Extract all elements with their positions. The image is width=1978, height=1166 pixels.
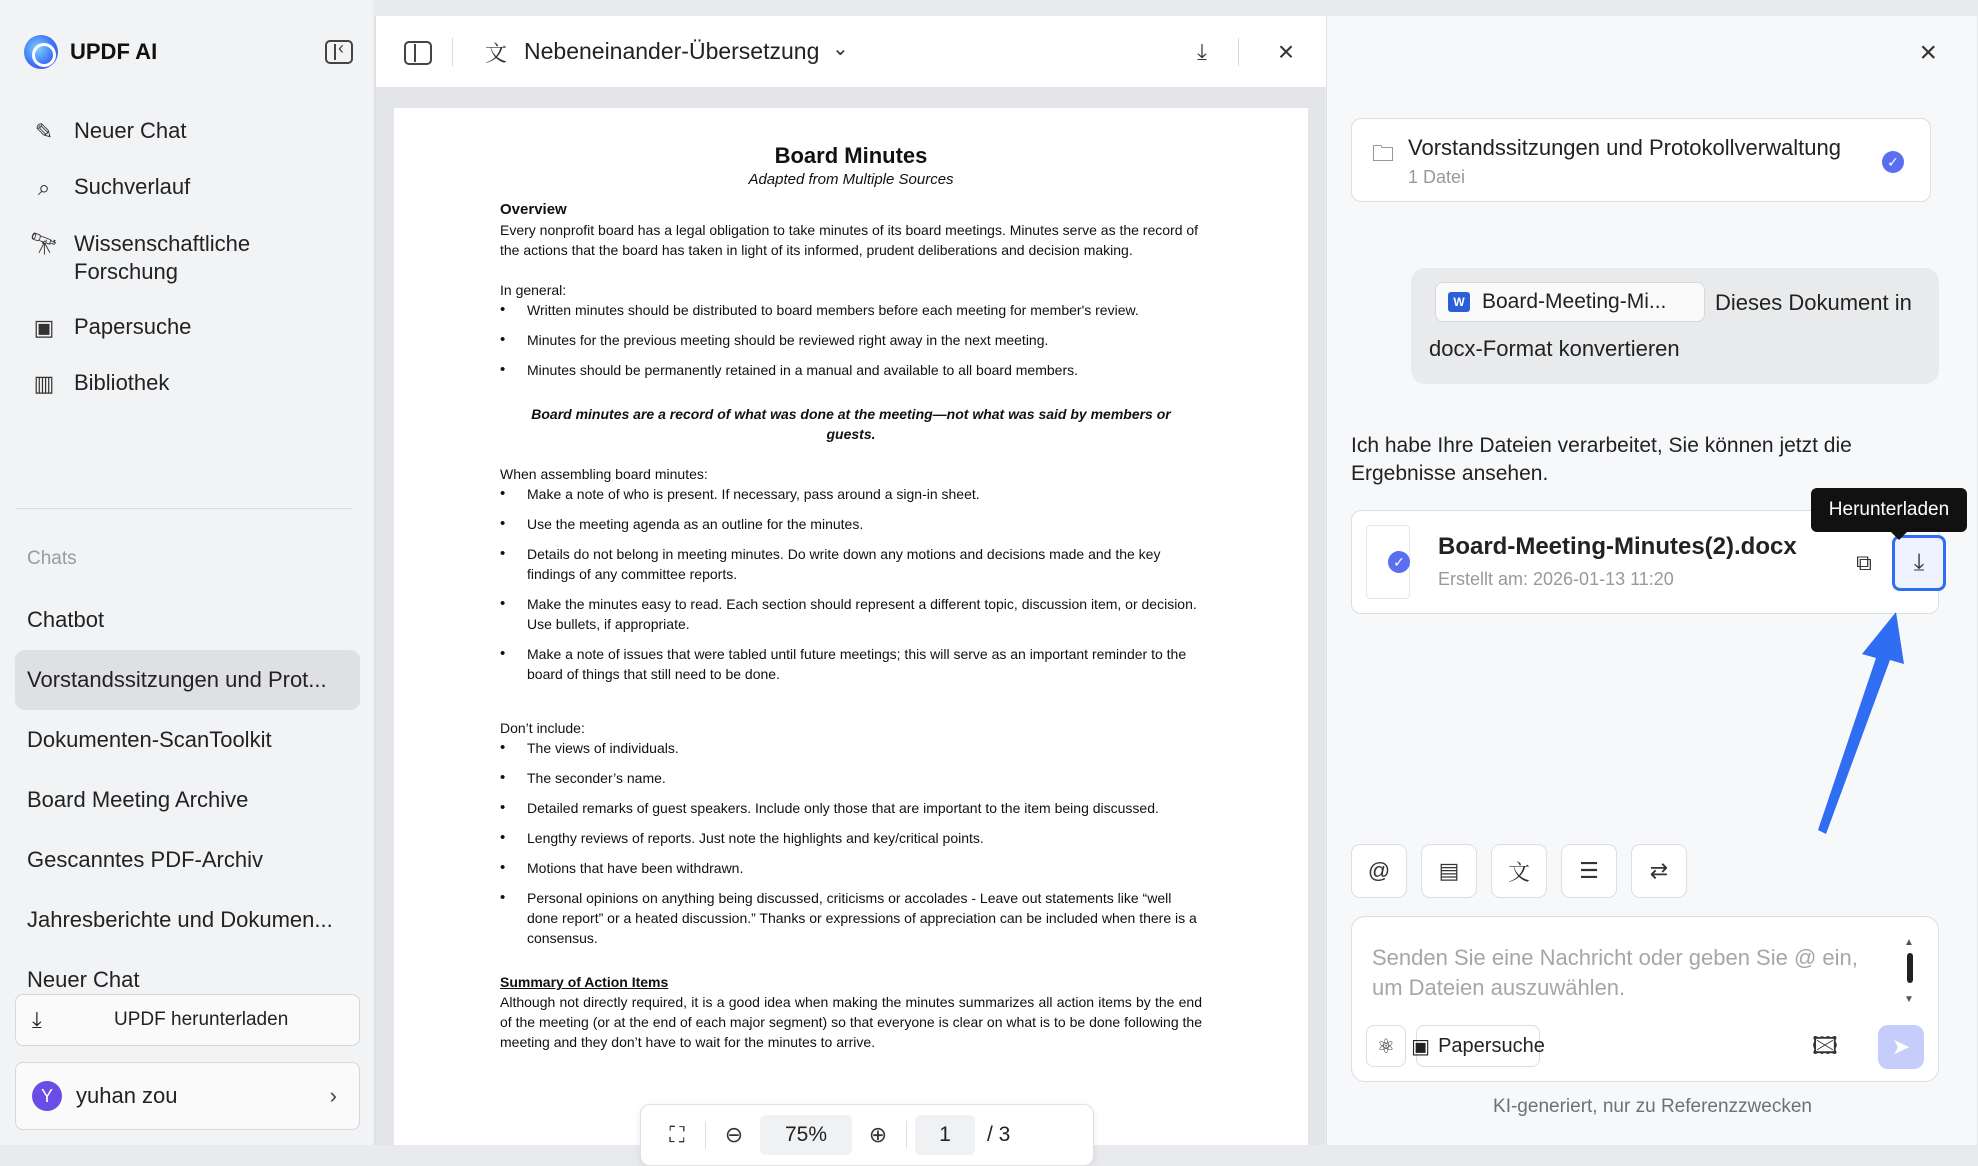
mention-button[interactable] — [1351, 844, 1407, 898]
chevron-down-icon: ▼ — [1904, 994, 1914, 1005]
list-item: • Written minutes should be distributed to board members before each meeting for member's review. — [500, 300, 1202, 320]
page-number-input[interactable]: 1 — [915, 1115, 975, 1155]
folder-icon: 🗀 — [1372, 141, 1395, 166]
list-item: • Motions that have been withdrawn. — [500, 858, 1202, 878]
pdf-page — [394, 108, 1308, 1145]
list-item: • Minutes for the previous meeting should be reviewed right away in the next meeting. — [500, 330, 1202, 350]
brand — [24, 32, 157, 72]
doc-heading-overview: Overview — [500, 201, 567, 218]
chats-section-label: Chats — [27, 548, 77, 569]
edit-icon: ✎ — [34, 119, 54, 144]
document-viewer — [375, 16, 1325, 1145]
chat-item-board-meetings[interactable]: Vorstandssitzungen und Prot... — [15, 650, 360, 710]
doc-heading-assembling: When assembling board minutes: — [500, 466, 708, 482]
sidebar-item-library[interactable] — [16, 356, 361, 412]
sidebar-item-new-chat[interactable] — [16, 104, 361, 160]
avatar: Y — [32, 1081, 62, 1111]
list-item: • Details do not belong in meeting minutes. Do write down any motions and decisions made and the key findings of any committee reports. — [500, 544, 1202, 584]
at-icon: @ — [1367, 858, 1391, 883]
chat-item-board-archive[interactable]: Board Meeting Archive — [27, 787, 249, 812]
word-file-icon: W — [1448, 292, 1470, 312]
close-icon[interactable]: × — [1919, 36, 1937, 69]
sidebar-item-search-history[interactable] — [16, 160, 361, 216]
user-account-button[interactable] — [15, 1062, 360, 1130]
list-item: • The views of individuals. — [500, 738, 1202, 758]
summary-icon: ▤ — [1438, 858, 1460, 883]
translation-mode-label[interactable]: Nebeneinander-Übersetzung — [524, 38, 820, 64]
sidebar-item-label: Wissenschaftliche Forschung — [74, 231, 251, 284]
compare-icon[interactable]: ⧉ — [1856, 550, 1872, 575]
telescope-icon: 🔭︎ — [30, 231, 58, 256]
annotation-arrow — [1790, 598, 1910, 838]
sidebar-item-research[interactable] — [16, 216, 361, 300]
paper-search-button[interactable] — [1411, 1025, 1545, 1067]
summarize-button[interactable] — [1421, 844, 1477, 898]
check-icon: ✓ — [1882, 151, 1904, 173]
download-icon: ⤓ — [32, 1007, 42, 1032]
library-icon: ▥ — [33, 371, 55, 396]
collapse-sidebar-button[interactable] — [325, 40, 353, 64]
user-message-text: docx-Format konvertieren — [1429, 336, 1680, 361]
send-icon: ➤ — [1891, 1034, 1911, 1059]
user-name: yuhan zou — [76, 1083, 178, 1108]
check-icon: ✓ — [1388, 551, 1410, 573]
doc-heading-summary: Summary of Action Items — [500, 974, 669, 990]
paper-search-icon: ▣ — [1411, 1035, 1431, 1058]
translate-button[interactable] — [1491, 844, 1547, 898]
updf-ai-logo-icon — [24, 35, 58, 69]
sidebar-divider — [16, 508, 353, 509]
viewer-toolbar — [376, 16, 1326, 88]
fit-page-icon[interactable]: ⛶ — [669, 1122, 685, 1147]
chevron-up-icon: ▲ — [1904, 937, 1914, 948]
doc-list-general — [500, 300, 1202, 380]
sidebar-item-label: Bibliothek — [74, 370, 170, 395]
chevron-right-icon: › — [329, 1083, 337, 1108]
message-input[interactable] — [1372, 943, 1882, 1007]
download-updf-label: UPDF herunterladen — [114, 1009, 289, 1030]
sidebar-item-label: Neuer Chat — [74, 118, 187, 143]
zoom-out-icon[interactable]: ⊖ — [724, 1122, 744, 1147]
doc-paragraph: Although not directly required, it is a good idea when making the minutes summarizes all action items by the end of the meeting (or at the end of each major segment) so that everyone is clear on what is to be done following the meeting and they don’t have to wait for the minutes to arrive. — [500, 994, 1202, 1050]
mindmap-button[interactable] — [1561, 844, 1617, 898]
list-item: • Detailed remarks of guest speakers. Include only those that are important to the item being discussed. — [500, 798, 1202, 818]
chat-item-new-chat[interactable]: Neuer Chat — [27, 967, 140, 992]
list-item: • Minutes should be permanently retained in a manual and available to all board members. — [500, 360, 1202, 380]
ai-disclaimer: KI-generiert, nur zu Referenzzwecken — [1493, 1096, 1812, 1117]
list-item: • Personal opinions on anything being discussed, criticisms or accolades - Leave out statements like “well done report” or a heated discussion.” Thanks or expressions of appreciation can be included when there is a consensus. — [500, 888, 1202, 948]
user-message — [1411, 268, 1939, 384]
knowledge-base-count: 1 Datei — [1408, 167, 1466, 187]
doc-paragraph: Every nonprofit board has a legal obligation to take minutes of its board meetings. Minutes serve as the record of the actions that the board has taken in light of its informed, prudent deliberations and decision making. — [500, 222, 1199, 258]
paper-search-icon: ▣ — [33, 315, 55, 340]
doc-heading-dont: Don’t include: — [500, 720, 585, 736]
document-content — [500, 142, 1202, 1072]
convert-icon: ⇄ — [1649, 858, 1669, 883]
result-file-date: Erstellt am: 2026-01-13 11:20 — [1438, 569, 1674, 589]
knowledge-base-card[interactable] — [1351, 118, 1931, 202]
ai-model-button[interactable] — [1366, 1025, 1406, 1067]
list-item: • Use the meeting agenda as an outline for the minutes. — [500, 514, 1202, 534]
file-chip[interactable] — [1435, 282, 1705, 322]
send-button[interactable] — [1878, 1025, 1924, 1069]
download-updf-button[interactable] — [15, 994, 360, 1046]
ai-response-text: Ich habe Ihre Dateien verarbeitet, Sie können jetzt die Ergebnisse ansehen. — [1351, 434, 1852, 485]
zoom-toolbar — [640, 1104, 1094, 1166]
chat-item-chatbot[interactable]: Chatbot — [27, 607, 105, 632]
input-scrollbar[interactable] — [1904, 937, 1914, 1005]
list-item: • Lengthy reviews of reports. Just note the highlights and key/critical points. — [500, 828, 1202, 848]
zoom-level[interactable]: 75% — [760, 1115, 852, 1155]
file-chip-label: Board-Meeting-Mi... — [1482, 290, 1667, 313]
knowledge-base-title: Vorstandssitzungen und Protokollverwaltung — [1408, 135, 1841, 160]
sidebar-item-label: Papersuche — [74, 314, 192, 339]
download-icon[interactable]: ⤓ — [1197, 39, 1207, 64]
mindmap-icon: ☰ — [1579, 858, 1599, 883]
doc-title: Board Minutes — [774, 143, 928, 168]
list-item: • The seconder’s name. — [500, 768, 1202, 788]
toolbar-divider — [705, 1121, 706, 1149]
message-composer — [1351, 916, 1939, 1082]
atom-icon: ⚛ — [1377, 1035, 1395, 1058]
chat-list — [15, 590, 360, 992]
convert-button[interactable] — [1631, 844, 1687, 898]
search-icon: ⌕ — [37, 175, 51, 200]
sidebar-nav — [16, 104, 361, 412]
doc-list-dont — [500, 738, 1202, 948]
chevron-down-icon[interactable]: ⌄ — [832, 38, 849, 60]
list-item: • Make the minutes easy to read. Each section should represent a different topic, discussion item, or decision. Use bullets, if appropriate. — [500, 594, 1202, 634]
close-icon[interactable]: × — [1277, 36, 1295, 67]
sidebar — [0, 0, 373, 1145]
scroll-thumb[interactable] — [1907, 953, 1913, 983]
ai-chat-panel — [1326, 16, 1977, 1145]
list-item: • Make a note of issues that were tabled until future meetings; this will serve as an important reminder to the board of things that still need to be done. — [500, 644, 1202, 684]
doc-list-assembling — [500, 484, 1202, 684]
chat-item-scan-toolkit[interactable]: Dokumenten-ScanToolkit — [27, 727, 272, 752]
doc-subtitle: Adapted from Multiple Sources — [748, 171, 954, 188]
download-file-button[interactable] — [1892, 535, 1946, 591]
toolbar-divider — [1238, 38, 1239, 66]
toolbar-divider — [906, 1121, 907, 1149]
sidebar-item-label: Suchverlauf — [74, 174, 191, 199]
download-icon: ⤓ — [1913, 549, 1925, 576]
page-total: / 3 — [987, 1123, 1011, 1146]
download-tooltip: Herunterladen — [1811, 488, 1967, 532]
translate-icon: 文 — [484, 40, 507, 66]
zoom-in-icon[interactable]: ⊕ — [868, 1122, 888, 1147]
doc-quote: Board minutes are a record of what was done at the meeting—not what was said by members or guests. — [531, 406, 1171, 442]
doc-heading-general: In general: — [500, 282, 567, 298]
chat-item-scanned-archive[interactable]: Gescanntes PDF-Archiv — [27, 847, 263, 872]
toggle-panel-icon[interactable] — [404, 41, 432, 65]
image-upload-icon[interactable]: 🖾 — [1811, 1033, 1838, 1060]
chat-item-annual-reports[interactable]: Jahresberichte und Dokumen... — [27, 907, 333, 932]
list-item: • Make a note of who is present. If necessary, pass around a sign-in sheet. — [500, 484, 1202, 504]
paper-search-label: Papersuche — [1438, 1034, 1545, 1057]
brand-name: UPDF AI — [70, 39, 158, 64]
quick-actions — [1351, 844, 1687, 898]
result-file-name: Board-Meeting-Minutes(2).docx — [1438, 533, 1797, 560]
translate-icon: 文 — [1507, 859, 1530, 885]
toolbar-divider — [452, 38, 453, 66]
sidebar-item-paper-search[interactable] — [16, 300, 361, 356]
user-message-text: Dieses Dokument in — [1715, 290, 1912, 315]
